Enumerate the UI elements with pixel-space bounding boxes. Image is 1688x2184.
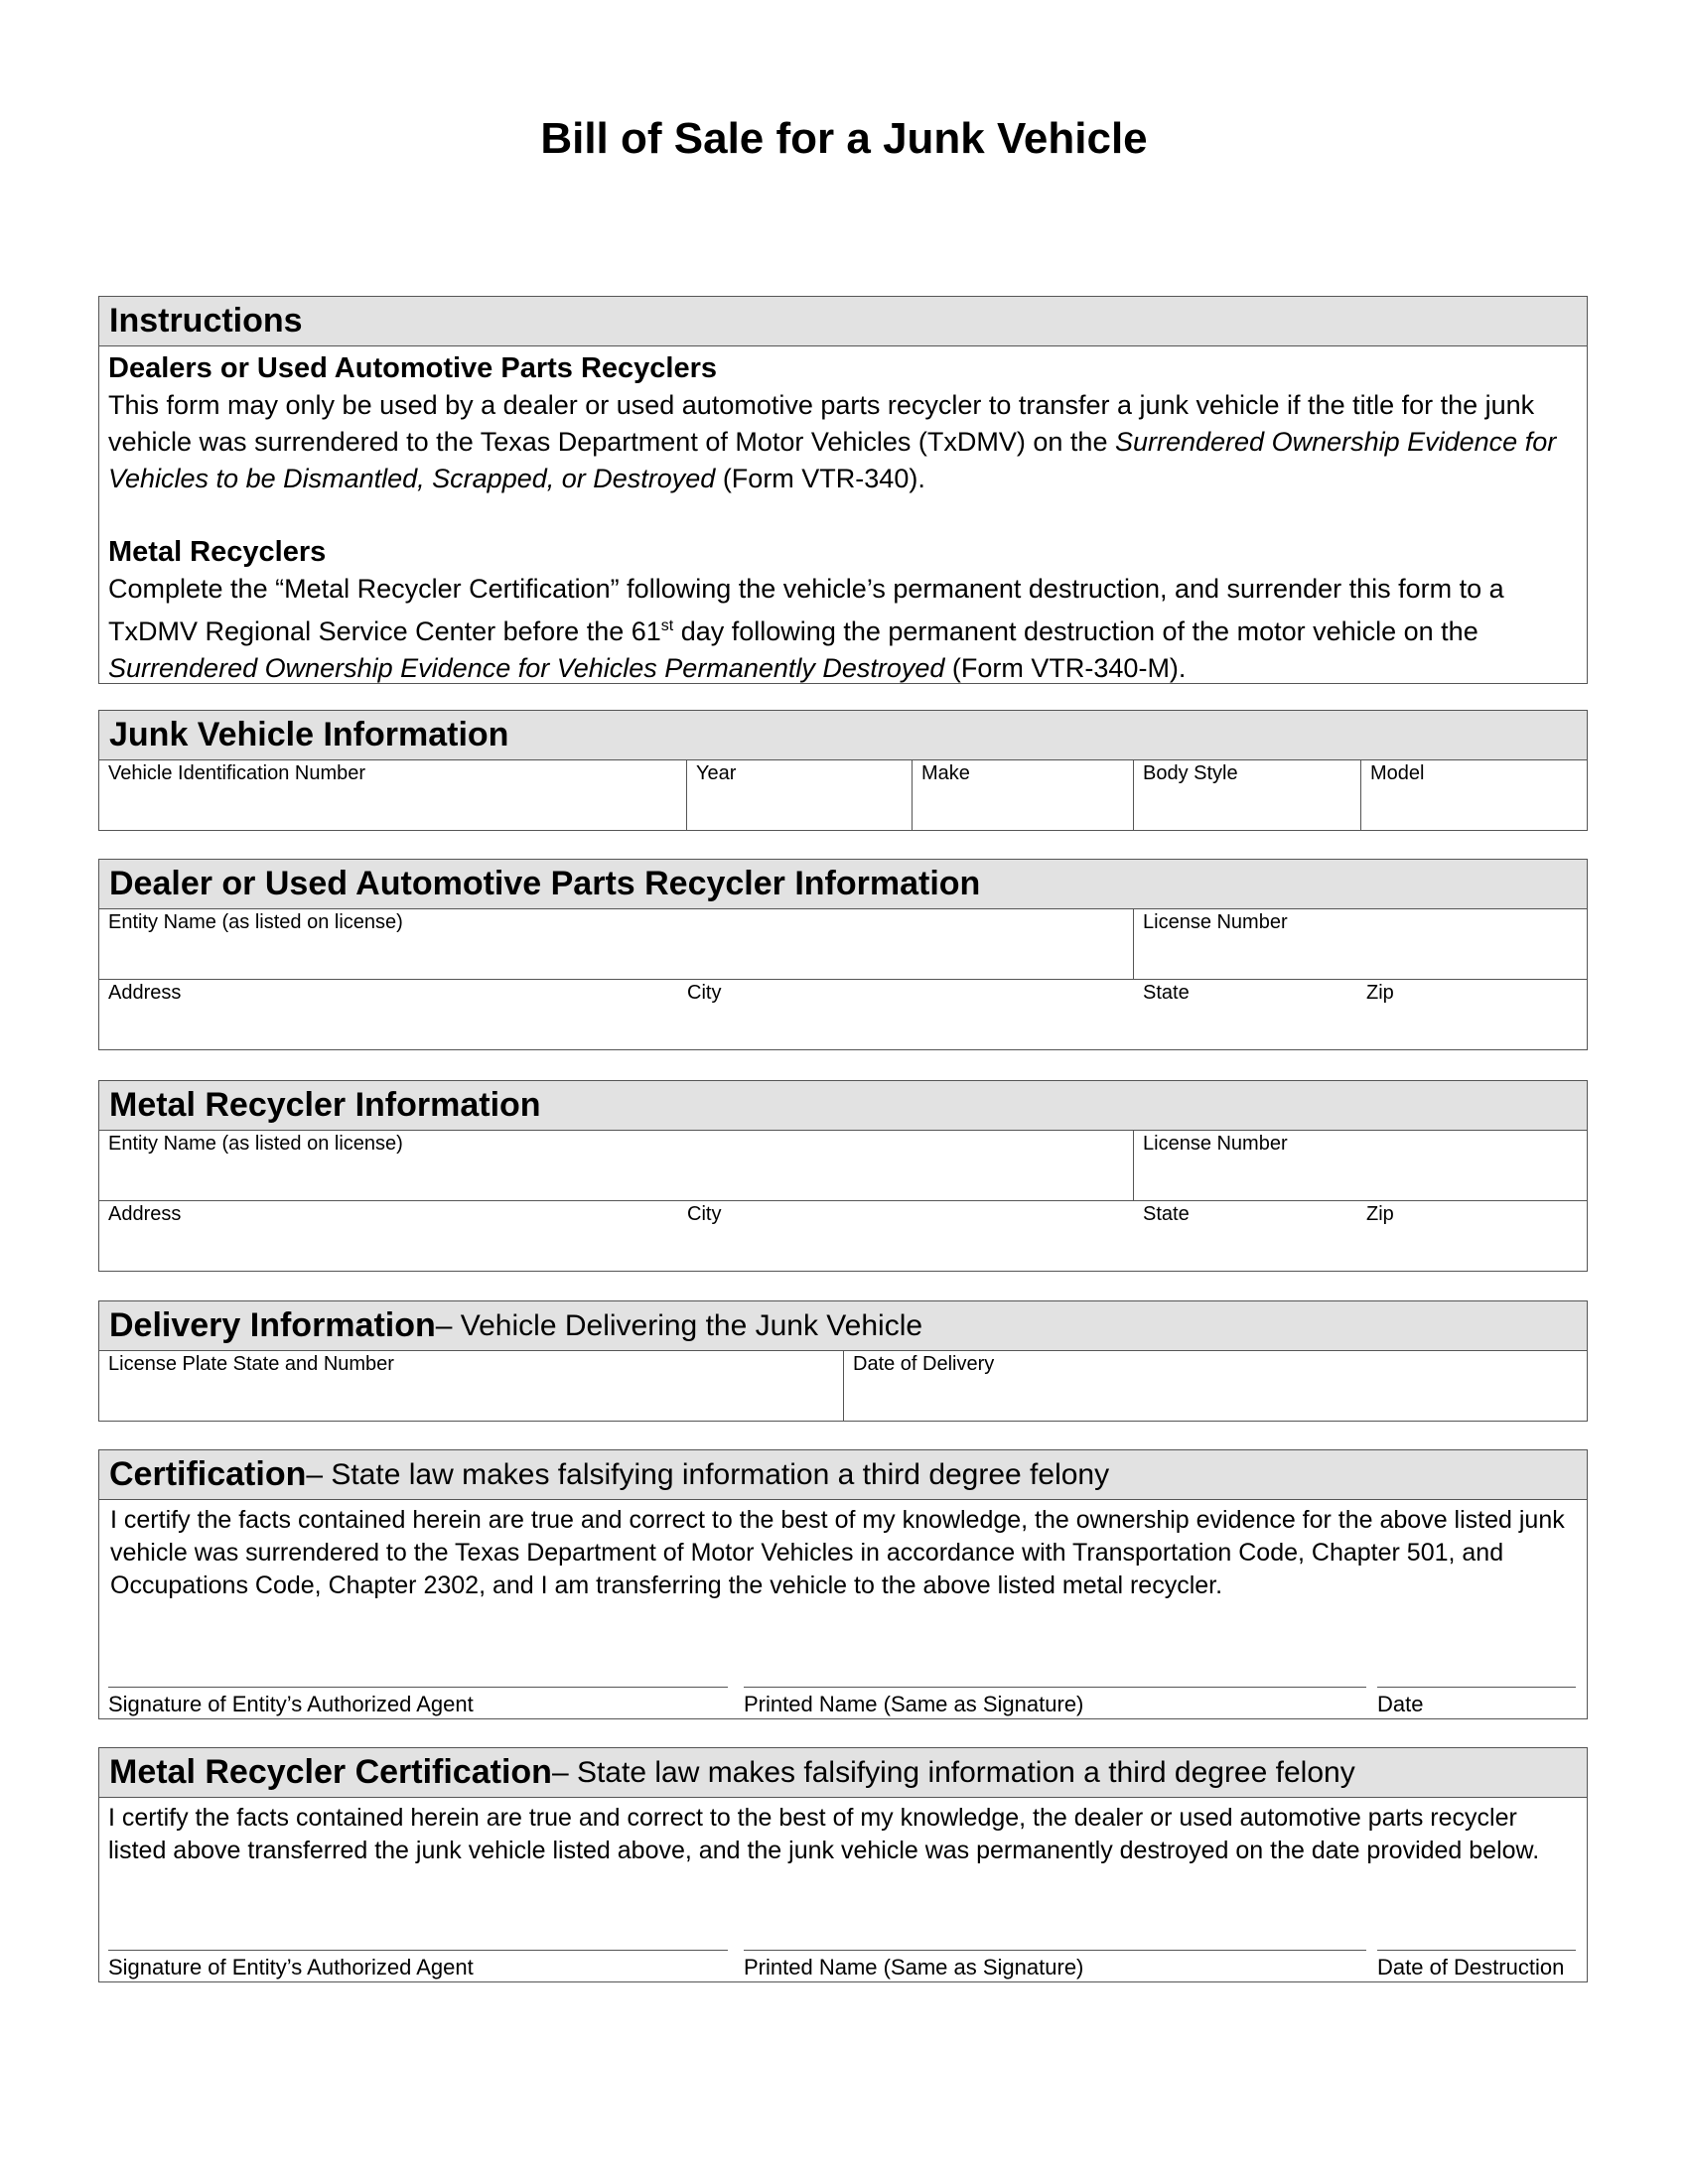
metal-paragraph: [108, 571, 1578, 687]
delivery-subtitle: – Vehicle Delivering the Junk Vehicle: [435, 1308, 923, 1342]
dealer-city-field[interactable]: City: [687, 982, 722, 1004]
body-style-field[interactable]: Body Style: [1134, 760, 1361, 830]
metal-recycler-row-1: [99, 1131, 1587, 1200]
dealer-entity-name-field[interactable]: Entity Name (as listed on license): [99, 909, 1134, 979]
year-field[interactable]: Year: [687, 760, 913, 830]
metal-certification-title: Metal Recycler Certification: [109, 1753, 552, 1791]
junk-vehicle-row: [99, 760, 1587, 830]
metal-certification-text: I certify the facts contained herein are true and correct to the best of my knowledge, the dealer or used automotive parts recycler listed above transferred the junk vehicle listed above, and the junk vehicle was permanently destroyed on the date provided below.: [108, 1804, 1540, 1864]
dealer-row-1: [99, 909, 1587, 979]
dealer-row-2: [99, 979, 1587, 1048]
certification-signature-line[interactable]: Signature of Entity’s Authorized Agent: [108, 1687, 728, 1718]
certification-subtitle: – State law makes falsifying information a third degree felony: [306, 1457, 1110, 1491]
destruction-date-line[interactable]: Date of Destruction: [1377, 1950, 1576, 1981]
metal-zip-field[interactable]: Zip: [1366, 1203, 1394, 1225]
metal-signature-line[interactable]: Signature of Entity’s Authorized Agent: [108, 1950, 728, 1981]
certification-printed-name-line[interactable]: Printed Name (Same as Signature): [744, 1687, 1366, 1718]
dealers-heading: Dealers or Used Automotive Parts Recyclers: [108, 352, 718, 384]
dealers-paragraph: [108, 387, 1578, 497]
metal-recycler-section: [98, 1080, 1588, 1272]
metal-text: Complete the “Metal Recycler Certification” following the vehicle’s permanent destruction, and surrender this form to a TxDMV Regional Service Center before the 61: [108, 574, 1504, 646]
dealer-title: Dealer or Used Automotive Parts Recycler Information: [109, 865, 981, 902]
certification-header: [99, 1450, 1587, 1500]
metal-state-field[interactable]: State: [1143, 1203, 1190, 1225]
dealers-form-number: (Form VTR-340).: [715, 464, 925, 493]
dealer-header: [99, 860, 1587, 909]
dealer-section: [98, 859, 1588, 1050]
metal-recycler-title: Metal Recycler Information: [109, 1086, 541, 1124]
dealer-address-field[interactable]: Address: [108, 982, 182, 1004]
instructions-body: [99, 346, 1587, 691]
certification-title: Certification: [109, 1455, 307, 1493]
delivery-date-field[interactable]: Date of Delivery: [853, 1353, 995, 1375]
ordinal-suffix: st: [660, 617, 674, 634]
metal-printed-name-line[interactable]: Printed Name (Same as Signature): [744, 1950, 1366, 1981]
metal-certification-header: [99, 1748, 1587, 1798]
dealer-state-field[interactable]: State: [1143, 982, 1190, 1004]
metal-entity-name-field[interactable]: Entity Name (as listed on license): [99, 1131, 1134, 1200]
delivery-row: [99, 1351, 1587, 1421]
delivery-title: Delivery Information: [109, 1306, 436, 1344]
vin-field[interactable]: Vehicle Identification Number: [99, 760, 687, 830]
certification-date-line[interactable]: Date: [1377, 1687, 1576, 1718]
delivery-section: [98, 1300, 1588, 1422]
metal-recycler-header: [99, 1081, 1587, 1131]
make-field[interactable]: Make: [913, 760, 1134, 830]
license-plate-field[interactable]: License Plate State and Number: [99, 1351, 844, 1421]
metal-heading: Metal Recyclers: [108, 536, 327, 568]
certification-signature-area: [99, 1679, 1587, 1718]
metal-license-number-field[interactable]: License Number: [1143, 1133, 1288, 1155]
certification-section: [98, 1449, 1588, 1719]
metal-form-number: (Form VTR-340-M).: [944, 653, 1187, 683]
dealers-text: This form may only be used by a dealer or used automotive parts recycler to transfer a junk vehicle if the title for the junk vehicle was surrendered to the Texas Department of Motor Vehicles (TxDMV) on the: [108, 390, 1535, 457]
metal-recycler-row-2: [99, 1200, 1587, 1270]
delivery-header: [99, 1301, 1587, 1351]
instructions-header: [99, 297, 1587, 346]
instructions-section: [98, 296, 1588, 684]
dealer-zip-field[interactable]: Zip: [1366, 982, 1394, 1004]
metal-text-2: day following the permanent destruction of the motor vehicle on the: [673, 616, 1478, 646]
metal-certification-section: [98, 1747, 1588, 1982]
metal-form-name: Surrendered Ownership Evidence for Vehicles Permanently Destroyed: [108, 653, 945, 683]
certification-text: I certify the facts contained herein are true and correct to the best of my knowledge, the ownership evidence for the above listed junk vehicle was surrendered to the Texas Department of Motor Vehicles in accordance with Transportation Code, Chapter 501, and Occupations Code, Chapter 2302, and I am transferring the vehicle to the above listed metal recycler.: [110, 1506, 1565, 1599]
instructions-title: Instructions: [109, 302, 303, 340]
junk-vehicle-title: Junk Vehicle Information: [109, 716, 509, 753]
metal-certification-subtitle: – State law makes falsifying information a third degree felony: [551, 1755, 1355, 1789]
junk-vehicle-header: [99, 711, 1587, 760]
page-title: Bill of Sale for a Junk Vehicle: [540, 114, 1148, 163]
metal-address-field[interactable]: Address: [108, 1203, 182, 1225]
model-field[interactable]: Model: [1370, 762, 1425, 784]
dealer-license-number-field[interactable]: License Number: [1143, 911, 1288, 933]
dealers-form-name: Surrendered Ownership Evidence for Vehicles to be Dismantled, Scrapped, or Destroyed: [108, 427, 1557, 493]
metal-city-field[interactable]: City: [687, 1203, 722, 1225]
metal-certification-signature-area: [99, 1942, 1587, 1981]
junk-vehicle-section: [98, 710, 1588, 831]
